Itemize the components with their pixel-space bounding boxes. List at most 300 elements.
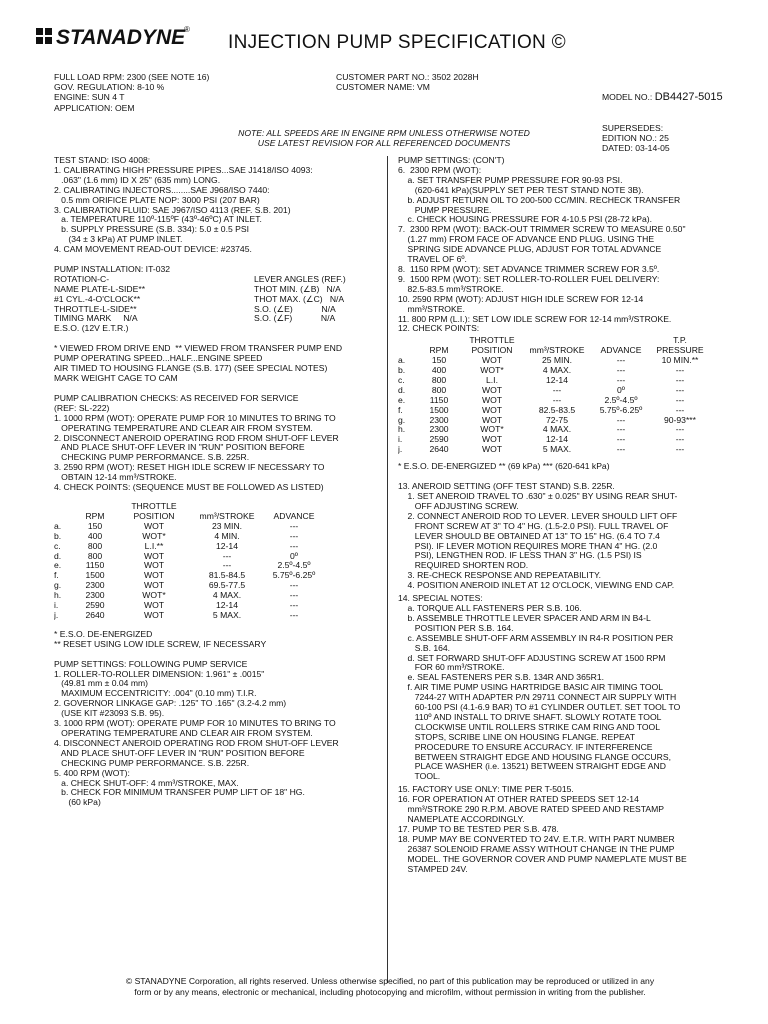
text-line: FRONT SCREW AT 3" TO 4" HG. (1.5-2.0 PSI). FULL TRAVEL OF xyxy=(398,521,669,531)
table-cell: 10 MIN.** xyxy=(661,356,699,366)
left-column xyxy=(54,156,374,808)
table-cell: a. xyxy=(398,356,406,366)
text-line: OBTAIN 12-14 mm³/STROKE. xyxy=(54,473,177,483)
table-row xyxy=(398,376,710,386)
table-cell: WOT* xyxy=(142,591,166,601)
text-line: 11. 800 RPM (L.I.): SET LOW IDLE SCREW FOR 12-14 mm³/STROKE. xyxy=(398,314,672,324)
table-cell: 4 MAX. xyxy=(542,425,572,435)
text-line: 2. CONNECT ANEROID ROD TO LEVER. LEVER SHOULD LIFT OFF xyxy=(398,511,678,521)
table-cell: 2640 xyxy=(429,445,449,455)
copyright-footer xyxy=(100,976,680,998)
test-stand-section xyxy=(54,156,374,255)
logo-text: STANADYNE xyxy=(56,26,186,49)
text-line: 6. 2300 RPM (WOT): xyxy=(398,165,482,175)
column-divider xyxy=(387,156,388,983)
text-line: TEST STAND: ISO 4008: xyxy=(54,156,151,165)
text-line: PSI). IF LEVER MOTION REQUIRES MORE THAN 4" HG. (2.0 xyxy=(398,541,658,551)
table-cell: 12-14 xyxy=(546,435,568,445)
table-cell: 5 MAX. xyxy=(542,445,572,455)
table-cell: WOT xyxy=(481,405,503,415)
column-header: T.P. PRESSURE xyxy=(656,336,704,356)
text-line: TRAVEL OF 6º. xyxy=(398,255,467,265)
table-cell: 1150 xyxy=(429,395,449,405)
text-line: SPRING SIDE ADVANCE PLUG, ADJUST FOR TOTAL ADVANCE xyxy=(398,245,662,255)
table-cell: WOT xyxy=(143,601,165,611)
table-cell: 2.5º-4.5º xyxy=(277,561,311,571)
table-cell: 23 MIN. xyxy=(211,521,243,531)
table-cell: WOT xyxy=(481,356,503,366)
table-cell: WOT xyxy=(143,571,165,581)
table-cell: 0º xyxy=(290,551,298,561)
installation-row xyxy=(54,275,364,285)
table-cell: 1150 xyxy=(85,561,105,571)
table-cell: WOT xyxy=(143,521,165,531)
text-line: 2. DISCONNECT ANEROID OPERATING ROD FROM SHUT-OFF LEVER xyxy=(54,433,339,443)
text-line: 14. SPECIAL NOTES: xyxy=(398,594,483,604)
calibration-check-body xyxy=(54,522,324,621)
text-line: PUMP OPERATING SPEED...HALF...ENGINE SPEED xyxy=(54,354,263,364)
table-cell: --- xyxy=(616,425,626,435)
column-header: THROTTLE POSITION xyxy=(131,501,177,521)
table-cell: g. xyxy=(54,581,62,591)
text-line: OPERATING TEMPERATURE AND CLEAR AIR FROM SYSTEM. xyxy=(54,423,313,433)
table-cell: --- xyxy=(675,425,685,435)
text-line: OPERATING TEMPERATURE AND CLEAR AIR FROM SYSTEM. xyxy=(54,729,313,739)
installation-cell xyxy=(254,324,364,334)
table-cell: f. xyxy=(398,405,403,415)
text-line: 3. RE-CHECK RESPONSE AND REPEATABILITY. xyxy=(398,571,601,581)
table-cell: --- xyxy=(675,445,685,455)
table-cell: --- xyxy=(616,375,626,385)
table-cell: 150 xyxy=(87,521,103,531)
table-cell: 1500 xyxy=(85,571,105,581)
text-line: S.B. 164. xyxy=(398,643,451,653)
table-cell: L.I. xyxy=(486,375,498,385)
table-cell: 2640 xyxy=(85,610,105,620)
table-cell: 400 xyxy=(431,366,447,376)
table-cell: --- xyxy=(675,395,685,405)
table-cell: d. xyxy=(54,551,62,561)
text-line: PROCEDURE TO ENSURE ACCURACY. IF INTERFERENCE xyxy=(398,742,653,752)
installation-cell: THROTTLE-L-SIDE** xyxy=(54,304,137,314)
text-line: MARK WEIGHT CAGE TO CAM xyxy=(54,374,178,384)
table-cell: 800 xyxy=(431,375,447,385)
note-line: USE LATEST REVISION FOR ALL REFERENCED DOCUMENTS xyxy=(257,138,511,148)
table-cell: WOT* xyxy=(142,531,166,541)
logo-registered-mark: ® xyxy=(184,25,190,34)
text-line: 110º AND INSTALL TO DRIVE SHAFT. SLOWLY ROTATE TOOL xyxy=(398,712,662,722)
text-line: f. AIR TIME PUMP USING HARTRIDGE BASIC AIR TIMING TOOL xyxy=(398,683,664,693)
text-line: (60 kPa) xyxy=(54,798,101,808)
text-line: 16. FOR OPERATION AT OTHER RATED SPEEDS SET 12-14 xyxy=(398,795,639,805)
installation-row xyxy=(54,314,364,324)
text-line: b. ADJUST RETURN OIL TO 200-500 CC/MIN. RECHECK TRANSFER xyxy=(398,195,681,205)
table-cell: g. xyxy=(398,415,406,425)
table-cell: 2590 xyxy=(429,435,449,445)
text-line: .063" (1.6 mm) ID X 25" (635 mm) LONG. xyxy=(54,175,221,185)
table-cell: 12-14 xyxy=(216,541,238,551)
installation-row xyxy=(54,285,364,295)
installation-row xyxy=(54,324,364,334)
model-number-value: DB4427-5015 xyxy=(654,92,723,103)
table-cell: WOT xyxy=(143,610,165,620)
text-line: 26387 SOLENOID FRAME ASSY WITHOUT CHANGE IN THE PUMP xyxy=(398,844,675,854)
table-cell: e. xyxy=(54,561,62,571)
text-line: CHECKING PUMP PERFORMANCE. S.B. 225R. xyxy=(54,758,250,768)
table-cell: --- xyxy=(289,541,299,551)
table-cell: WOT xyxy=(481,445,503,455)
table-cell: WOT* xyxy=(480,366,504,376)
text-line: PUMP CALIBRATION CHECKS: AS RECEIVED FOR SERVICE xyxy=(54,393,299,403)
check-notes xyxy=(54,630,374,650)
table-row xyxy=(54,601,324,611)
text-line: 2. CALIBRATING INJECTORS........SAE J968/ISO 7440: xyxy=(54,185,270,195)
text-line: STOPS, SCRIBE LINE ON HOUSING FLANGE. REPEAT xyxy=(398,732,636,742)
installation-cell: S.O. (∠E) N/A xyxy=(254,304,336,314)
table-row xyxy=(398,356,710,366)
calibration-section xyxy=(54,394,374,493)
meta-line: APPLICATION: OEM xyxy=(54,102,135,113)
installation-cell: ROTATION-C- xyxy=(54,274,110,284)
meta-left xyxy=(54,72,304,113)
text-line: 0.5 mm ORIFICE PLATE NOP: 3000 PSI (207 BAR) xyxy=(54,195,260,205)
table-cell: --- xyxy=(222,551,232,561)
table-row xyxy=(398,386,710,396)
installation-title: PUMP INSTALLATION: IT-032 xyxy=(54,264,171,274)
table-cell: 4 MIN. xyxy=(214,531,240,541)
general-note xyxy=(54,128,714,148)
table-cell: b. xyxy=(54,531,62,541)
table-cell: 2.5º-4.5º xyxy=(604,395,638,405)
table-row xyxy=(54,591,324,601)
table-cell: 72-75 xyxy=(546,415,568,425)
table-cell: j. xyxy=(54,610,59,620)
table-cell: 69.5-77.5 xyxy=(208,581,246,591)
text-line: a. SET TRANSFER PUMP PRESSURE FOR 90-93 PSI. xyxy=(398,175,623,185)
table-cell: --- xyxy=(289,521,299,531)
text-line: e. SEAL FASTENERS PER S.B. 134R AND 365R1. xyxy=(398,673,605,683)
table-cell: --- xyxy=(616,356,626,366)
table-row xyxy=(398,396,710,406)
text-line: CHECKING PUMP PERFORMANCE. S.B. 225R. xyxy=(54,453,250,463)
stanadyne-logo xyxy=(36,14,196,60)
table-row xyxy=(398,445,710,455)
column-header: RPM xyxy=(85,510,105,521)
table-cell: 150 xyxy=(431,356,447,366)
table-cell: 82.5-83.5 xyxy=(538,405,576,415)
table-cell: 2300 xyxy=(429,415,449,425)
table-header-row xyxy=(398,336,710,356)
table-cell: f. xyxy=(54,571,59,581)
column-header: RPM xyxy=(429,345,449,356)
text-line: * VIEWED FROM DRIVE END ** VIEWED FROM TRANSFER PUMP END xyxy=(54,344,343,354)
table-cell: WOT xyxy=(143,551,165,561)
table-cell: WOT xyxy=(481,435,503,445)
table-cell: d. xyxy=(398,385,406,395)
text-line: MAXIMUM ECCENTRICITY: .004" (0.10 mm) T.I.R. xyxy=(54,689,257,699)
text-line: 9. 1500 RPM (WOT): SET ROLLER-TO-ROLLER FUEL DELIVERY: xyxy=(398,274,660,284)
text-line: (USE KIT #23093 S.B. 95). xyxy=(54,709,165,719)
table-cell: h. xyxy=(54,591,62,601)
table-cell: e. xyxy=(398,395,406,405)
table-row xyxy=(398,416,710,426)
text-line: d. SET FORWARD SHUT-OFF ADJUSTING SCREW AT 1500 RPM xyxy=(398,653,666,663)
text-line: (620-641 kPa)(SUPPLY SET PER TEST STAND NOTE 3B). xyxy=(398,185,644,195)
text-line: NAMEPLATE ACCORDINGLY. xyxy=(398,815,525,824)
model-number-label: MODEL NO.: xyxy=(602,92,653,103)
text-line: 4. POSITION ANEROID INLET AT 12 O'CLOCK, VIEWING END CAP. xyxy=(398,581,675,591)
table-row xyxy=(398,435,710,445)
column-header xyxy=(54,502,72,522)
installation-cell: E.S.O. (12V E.T.R.) xyxy=(54,324,129,334)
text-line: a. TEMPERATURE 110º-115ºF (43º-46ºC) AT INLET. xyxy=(54,215,262,225)
pump-settings-cont-section xyxy=(398,156,732,334)
table-cell: i. xyxy=(54,601,59,611)
text-line: OFF ADJUSTING SCREW. xyxy=(398,501,519,511)
table-cell: c. xyxy=(54,541,61,551)
text-line: PUMP PRESSURE. xyxy=(398,205,492,215)
text-line: ** RESET USING LOW IDLE SCREW, IF NECESSARY xyxy=(54,639,267,649)
table-cell: 12-14 xyxy=(546,375,568,385)
calibration-check-table xyxy=(54,502,324,621)
text-line: c. CHECK HOUSING PRESSURE FOR 4-10.5 PSI (28-72 kPa). xyxy=(398,215,653,225)
text-line: (REF: SL-222) xyxy=(54,403,110,413)
table-cell: --- xyxy=(289,531,299,541)
text-line: 3. 2590 RPM (WOT): RESET HIGH IDLE SCREW IF NECESSARY TO xyxy=(54,463,325,473)
table-cell: j. xyxy=(398,445,403,455)
text-line: PLACE WASHER (i.e. 13521) BETWEEN STRAIGHT EDGE AND xyxy=(398,762,666,772)
meta-line: FULL LOAD RPM: 2300 (SEE NOTE 16) xyxy=(54,72,210,82)
text-line: a. TORQUE ALL FASTENERS PER S.B. 106. xyxy=(398,603,582,613)
table-cell: i. xyxy=(398,435,403,445)
footer-line: © STANADYNE Corporation, all rights reserved. Unless otherwise specified, no part of this publication may be reproduced or utilized in any xyxy=(125,976,655,986)
table-row xyxy=(54,611,324,621)
installation-cell: THOT MIN. (∠B) N/A xyxy=(254,284,341,294)
installation-cell: LEVER ANGLES (REF.) xyxy=(254,274,346,284)
column-header: ADVANCE xyxy=(600,345,642,356)
installation-cell: THOT MAX. (∠C) N/A xyxy=(254,294,345,304)
table-cell: 2590 xyxy=(85,601,105,611)
text-line: STAMPED 24V. xyxy=(398,864,468,874)
table-cell: 5.75º-6.25º xyxy=(272,571,316,581)
installation-row xyxy=(54,295,364,305)
text-line: 13. ANEROID SETTING (OFF TEST STAND) S.B. 225R. xyxy=(398,482,615,492)
text-line: 15. FACTORY USE ONLY: TIME PER T-5015. xyxy=(398,785,574,795)
text-line: 12. CHECK POINTS: xyxy=(398,324,480,334)
table-cell: --- xyxy=(675,435,685,445)
table-row xyxy=(54,522,324,532)
installation-cell: NAME PLATE-L-SIDE** xyxy=(54,284,146,294)
installation-rows xyxy=(54,275,364,334)
table-cell: h. xyxy=(398,425,406,435)
table-cell: 4 MAX. xyxy=(542,366,572,376)
setting-check-head xyxy=(398,336,710,356)
table-header-row xyxy=(54,502,324,522)
table-cell: --- xyxy=(289,581,299,591)
note-line: NOTE: ALL SPEEDS ARE IN ENGINE RPM UNLESS OTHERWISE NOTED xyxy=(238,128,530,138)
text-line: b. SUPPLY PRESSURE (S.B. 334): 5.0 ± 0.5 PSI xyxy=(54,225,249,235)
column-header: mm³/STROKE xyxy=(529,345,585,356)
text-line: LEVER SHOULD BE OBTAINED AT 13" TO 15" HG. (6.4 TO 7.4 xyxy=(398,531,660,541)
table-row xyxy=(398,406,710,416)
text-line: (34 ± 3 kPa) AT PUMP INLET. xyxy=(54,235,183,245)
table-cell: WOT xyxy=(481,385,503,395)
text-line: MODEL. THE GOVERNOR COVER AND PUMP NAMEPLATE MUST BE xyxy=(398,854,687,864)
table-cell: 2300 xyxy=(85,581,105,591)
table-cell: 25 MIN. xyxy=(541,356,573,366)
table-cell: --- xyxy=(616,445,626,455)
text-line: c. ASSEMBLE SHUT-OFF ARM ASSEMBLY IN R4-R POSITION PER xyxy=(398,633,674,643)
text-line: AND PLACE SHUT-OFF LEVER IN "RUN" POSITION BEFORE xyxy=(54,748,305,758)
table-cell: 5 MAX. xyxy=(212,610,242,620)
text-line: PUMP SETTINGS: (CON'T) xyxy=(398,156,505,165)
table-cell: c. xyxy=(398,375,405,385)
text-line: 3. CALIBRATION FLUID: SAE J967/ISO 4113 (REF. S.B. 201) xyxy=(54,205,291,215)
text-line: POSITION PER S.B. 164. xyxy=(398,623,514,633)
document-title: INJECTION PUMP SPECIFICATION © xyxy=(228,32,566,53)
meta-line: GOV. REGULATION: 8-10 % xyxy=(54,82,165,93)
text-line: FOR 60 mm³/STROKE. xyxy=(398,663,505,673)
table-cell: 81.5-84.5 xyxy=(208,571,246,581)
table-row xyxy=(54,542,324,552)
table-cell: --- xyxy=(675,366,685,376)
table-cell: --- xyxy=(552,395,562,405)
text-line: REQUIRED SHORTEN ROD. xyxy=(398,561,529,571)
table-cell: b. xyxy=(398,366,406,376)
table-row xyxy=(54,571,324,581)
text-line: 60-100 PSI (4.1-6.9 BAR) TO #1 CYLINDER OUTLET. SET TOOL TO xyxy=(398,703,681,713)
table-cell: L.I.** xyxy=(144,541,164,551)
text-line: a. CHECK SHUT-OFF: 4 mm³/STROKE, MAX. xyxy=(54,778,239,788)
table-cell: 12-14 xyxy=(216,601,238,611)
column-header xyxy=(398,336,416,356)
text-line: 1. SET ANEROID TRAVEL TO .630" ± 0.025" BY USING REAR SHUT- xyxy=(398,492,678,501)
meta-line: CUSTOMER PART NO.: 3502 2028H xyxy=(336,72,479,82)
meta-line: EDITION NO.: 25 xyxy=(602,133,669,144)
setting-check-body xyxy=(398,356,710,455)
installation-table xyxy=(54,275,364,334)
header xyxy=(36,14,736,64)
table-cell: 2300 xyxy=(85,591,105,601)
meta-line: ENGINE: SUN 4 T xyxy=(54,92,125,103)
table-cell: 2300 xyxy=(429,425,449,435)
text-line: b. CHECK FOR MINIMUM TRANSFER PUMP LIFT OF 18" HG. xyxy=(54,788,305,798)
table-cell: 5.75º-6.25º xyxy=(599,405,643,415)
table-cell: --- xyxy=(222,561,232,571)
table-cell: --- xyxy=(289,610,299,620)
text-line: * E.S.O. DE-ENERGIZED xyxy=(54,629,153,639)
meta-line: SUPERSEDES: xyxy=(602,123,664,134)
table-row xyxy=(54,561,324,571)
text-line: (49.81 mm ± 0.04 mm) xyxy=(54,679,149,689)
installation-cell: #1 CYL.-4-O'CLOCK** xyxy=(54,294,141,304)
table-cell: --- xyxy=(552,385,562,395)
table-cell: 0º xyxy=(617,385,625,395)
table-cell: WOT xyxy=(481,415,503,425)
text-line: 5. 400 RPM (WOT): xyxy=(54,768,130,778)
text-line: 17. PUMP TO BE TESTED PER S.B. 478. xyxy=(398,824,559,834)
column-header: ADVANCE xyxy=(273,510,315,521)
text-line: mm³/STROKE. xyxy=(398,304,465,314)
special-notes-section xyxy=(398,594,732,782)
footer-line: form or by any means, electronic or mechanical, including photocopying and microfilm, without permission in writing from the publisher. xyxy=(134,987,646,997)
table-cell: a. xyxy=(54,521,62,531)
final-notes-section xyxy=(398,785,732,874)
table-cell: 400 xyxy=(87,531,103,541)
text-line: 18. PUMP MAY BE CONVERTED TO 24V. E.T.R. WITH PART NUMBER xyxy=(398,834,675,844)
table-cell: 4 MAX. xyxy=(212,591,242,601)
table-cell: 800 xyxy=(87,551,103,561)
text-line: 8. 1150 RPM (WOT): SET ADVANCE TRIMMER SCREW FOR 3.5º. xyxy=(398,264,660,274)
installation-row xyxy=(54,305,364,315)
table-row xyxy=(54,552,324,562)
table-cell: --- xyxy=(616,366,626,376)
text-line: b. ASSEMBLE THROTTLE LEVER SPACER AND ARM IN B4-L xyxy=(398,613,651,623)
text-line: 2. GOVERNOR LINKAGE GAP: .125" TO .165" (3.2-4.2 mm) xyxy=(54,699,287,709)
installation-notes xyxy=(54,344,374,384)
text-line: CLOCKWISE UNTIL ROLLERS STRIKE CAM RING AND TOOL xyxy=(398,722,661,732)
meta-line: DATED: 03-14-05 xyxy=(602,143,670,154)
table-row xyxy=(54,532,324,542)
table-cell: --- xyxy=(289,601,299,611)
column-header: mm³/STROKE xyxy=(199,510,255,521)
text-line: 1. CALIBRATING HIGH PRESSURE PIPES...SAE J1418/ISO 4093: xyxy=(54,165,313,175)
aneroid-section xyxy=(398,482,732,591)
text-line: AND PLACE SHUT-OFF LEVER IN "RUN" POSITION BEFORE xyxy=(54,443,305,453)
text-line: 1. 1000 RPM (WOT): OPERATE PUMP FOR 10 MINUTES TO BRING TO xyxy=(54,413,336,423)
text-line: 4. CAM MOVEMENT READ-OUT DEVICE: #23745. xyxy=(54,245,252,255)
text-line: 7244-27 WITH ADAPTER P/N 29711 CONNECT AIR SUPPLY WITH xyxy=(398,693,677,703)
table-cell: WOT* xyxy=(480,425,504,435)
text-line: mm³/STROKE 290 R.P.M. ABOVE RATED SPEED AND RESTAMP xyxy=(398,805,664,815)
text-line: 3. 1000 RPM (WOT): OPERATE PUMP FOR 10 MINUTES TO BRING TO xyxy=(54,719,336,729)
text-line: (1.27 mm) FROM FACE OF ADVANCE END PLUG. USING THE xyxy=(398,235,655,245)
right-column xyxy=(398,156,732,874)
text-line: 1. ROLLER-TO-ROLLER DIMENSION: 1.961" ± .0015" xyxy=(54,669,265,679)
setting-check-note: * E.S.O. DE-ENERGIZED ** (69 kPa) *** (620-641 kPa) xyxy=(398,462,610,472)
table-cell: WOT xyxy=(143,561,165,571)
table-cell: --- xyxy=(675,375,685,385)
model-number-row xyxy=(602,92,752,102)
table-cell: WOT xyxy=(143,581,165,591)
text-line: 82.5-83.5 mm³/STROKE. xyxy=(398,284,504,294)
table-cell: --- xyxy=(289,591,299,601)
text-line: TOOL. xyxy=(398,772,441,782)
text-line: 10. 2590 RPM (WOT): ADJUST HIGH IDLE SCREW FOR 12-14 xyxy=(398,294,644,304)
installation-cell: S.O. (∠F) N/A xyxy=(254,314,336,324)
text-line: PUMP SETTINGS: FOLLOWING PUMP SERVICE xyxy=(54,659,248,669)
table-cell: WOT xyxy=(481,395,503,405)
text-line: AIR TIMED TO HOUSING FLANGE (S.B. 177) (SEE SPECIAL NOTES) xyxy=(54,364,328,374)
meta-line: CUSTOMER NAME: VM xyxy=(336,82,430,93)
table-cell: --- xyxy=(616,415,626,425)
table-row xyxy=(398,425,710,435)
table-row xyxy=(54,581,324,591)
installation-cell: TIMING MARK N/A xyxy=(54,314,138,324)
text-line: 4. CHECK POINTS: (SEQUENCE MUST BE FOLLOWED AS LISTED) xyxy=(54,483,324,493)
text-line: PSI), LENGTHEN ROD. IF LESS THAN 3" HG. (1.5 PSI) IS xyxy=(398,551,642,561)
calibration-check-head xyxy=(54,502,324,522)
table-row xyxy=(398,366,710,376)
table-cell: --- xyxy=(675,385,685,395)
meta-middle xyxy=(336,72,566,92)
text-line: 7. 2300 RPM (WOT): BACK-OUT TRIMMER SCREW TO MEASURE 0.50" xyxy=(398,225,686,235)
table-cell: 90-93*** xyxy=(663,415,696,425)
table-cell: 1500 xyxy=(429,405,449,415)
setting-check-table xyxy=(398,336,710,455)
table-cell: 800 xyxy=(431,385,447,395)
table-cell: --- xyxy=(616,435,626,445)
